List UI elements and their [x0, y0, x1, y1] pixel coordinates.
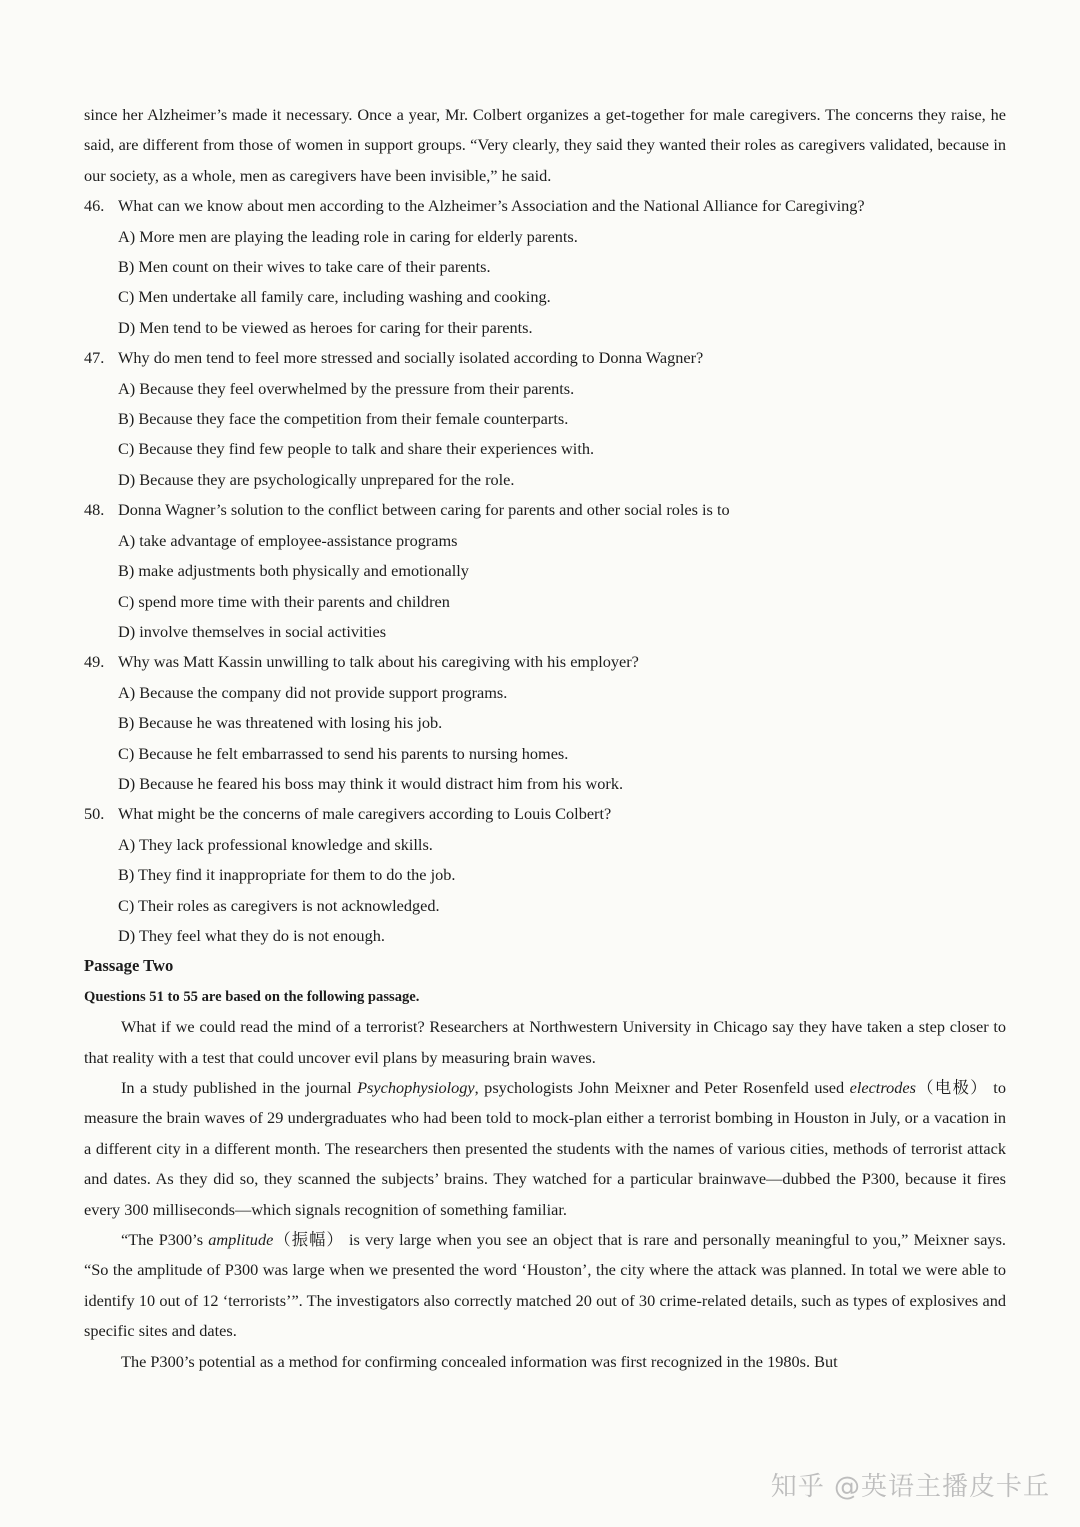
passage-two-paragraph-4: The P300’s potential as a method for confirming concealed information was first recognized in the 1980s. But	[121, 1351, 838, 1371]
option-a: A) They lack professional knowledge and skills.	[118, 834, 433, 854]
chinese-gloss: （振幅）	[273, 1230, 344, 1250]
question-stem: What can we know about men according to the Alzheimer’s Association and the National Alliance for Caregiving?	[118, 196, 865, 216]
option-c: C) spend more time with their parents and children	[118, 591, 450, 611]
question-48	[84, 495, 1006, 647]
question-stem: Why do men tend to feel more stressed and socially isolated according to Donna Wagner?	[118, 348, 704, 368]
option-d: D) involve themselves in social activities	[118, 621, 387, 641]
option-a: A) More men are playing the leading role in caring for elderly parents.	[118, 226, 578, 246]
option-a: A) Because the company did not provide support programs.	[118, 682, 508, 702]
question-number: 49.	[84, 652, 105, 672]
passage-two-heading: Passage Two	[84, 956, 174, 976]
passage-two-paragraph-1: What if we could read the mind of a terrorist? Researchers at Northwestern University in Chicago say they have taken a step closer to that reality with a test that could uncover evil plans by measuring brain waves.	[84, 1017, 1006, 1067]
option-b: B) Because he was threatened with losing his job.	[118, 713, 443, 733]
question-number: 50.	[84, 804, 105, 824]
option-d: D) Because they are psychologically unprepared for the role.	[118, 469, 515, 489]
option-c: C) Their roles as caregivers is not acknowledged.	[118, 895, 440, 915]
passage-two-paragraph-3: “The P300’s amplitude（振幅） is very large when you see an object that is rare and personally meaningful to you,” Meixner says. “So the amplitude of P300 was large when we presented the word ‘Houston’, the city where the attack was planned. In total we were able to identify 10 out of 12 ‘terrorists’”. The investigators also correctly matched 20 out of 30 crime-related details, such as types of explosives and specific sites and dates.	[84, 1230, 1006, 1341]
option-d: D) They feel what they do is not enough.	[118, 925, 385, 945]
question-number: 47.	[84, 348, 105, 368]
question-47	[84, 343, 1006, 495]
option-d: D) Because he feared his boss may think it would distract him from his work.	[118, 773, 624, 793]
option-c: C) Because they find few people to talk and share their experiences with.	[118, 439, 595, 459]
glossed-term: electrodes	[849, 1078, 916, 1097]
question-46	[84, 191, 1006, 343]
passage-two-paragraph-2: In a study published in the journal Psychophysiology, psychologists John Meixner and Peter Rosenfeld used electrodes（电极） to measure the brain waves of 29 undergraduates who had been told to mock-plan either a terrorist bombing in Houston in July, or a vacation in a different city in a different month. The researchers then presented the students with the names of various cities, methods of terrorist attack and dates. As they did so, they scanned the subjects’ brains. They watched for a particular brainwave—dubbed the P300, because it fires every 300 milliseconds—which signals recognition of something familiar.	[84, 1078, 1006, 1219]
glossed-term: amplitude	[208, 1230, 274, 1250]
question-49	[84, 647, 1006, 799]
option-b: B) They find it inappropriate for them to do the job.	[118, 865, 456, 885]
option-a: A) Because they feel overwhelmed by the pressure from their parents.	[118, 378, 575, 398]
option-b: B) Men count on their wives to take care of their parents.	[118, 257, 491, 277]
question-stem: Why was Matt Kassin unwilling to talk about his caregiving with his employer?	[118, 652, 639, 672]
question-50	[84, 799, 1006, 951]
chinese-gloss: （电极）	[915, 1078, 988, 1097]
option-c: C) Because he felt embarrassed to send his parents to nursing homes.	[118, 743, 569, 763]
passage-one-tail: since her Alzheimer’s made it necessary. Once a year, Mr. Colbert organizes a get-together for male caregivers. The concerns they raise, he said, are different from those of women in support groups. “Very clearly, they said they wanted their roles as caregivers validated, because in our society, as a whole, men as caregivers have been invisible,” he said.	[84, 105, 1006, 185]
exam-page	[84, 100, 1006, 1377]
journal-name: Psychophysiology	[357, 1078, 475, 1097]
option-c: C) Men undertake all family care, including washing and cooking.	[118, 287, 551, 307]
watermark: 知乎 @英语主播皮卡丘	[770, 1472, 1050, 1502]
question-number: 46.	[84, 196, 105, 216]
option-d: D) Men tend to be viewed as heroes for caring for their parents.	[118, 317, 533, 337]
option-b: B) Because they face the competition from their female counterparts.	[118, 409, 569, 429]
option-b: B) make adjustments both physically and emotionally	[118, 561, 469, 581]
option-a: A) take advantage of employee-assistance programs	[118, 530, 458, 550]
question-number: 48.	[84, 500, 105, 520]
passage-two-instructions: Questions 51 to 55 are based on the following passage.	[84, 988, 420, 1005]
question-stem: Donna Wagner’s solution to the conflict between caring for parents and other social roles is to	[118, 500, 730, 520]
question-stem: What might be the concerns of male caregivers according to Louis Colbert?	[118, 804, 612, 824]
